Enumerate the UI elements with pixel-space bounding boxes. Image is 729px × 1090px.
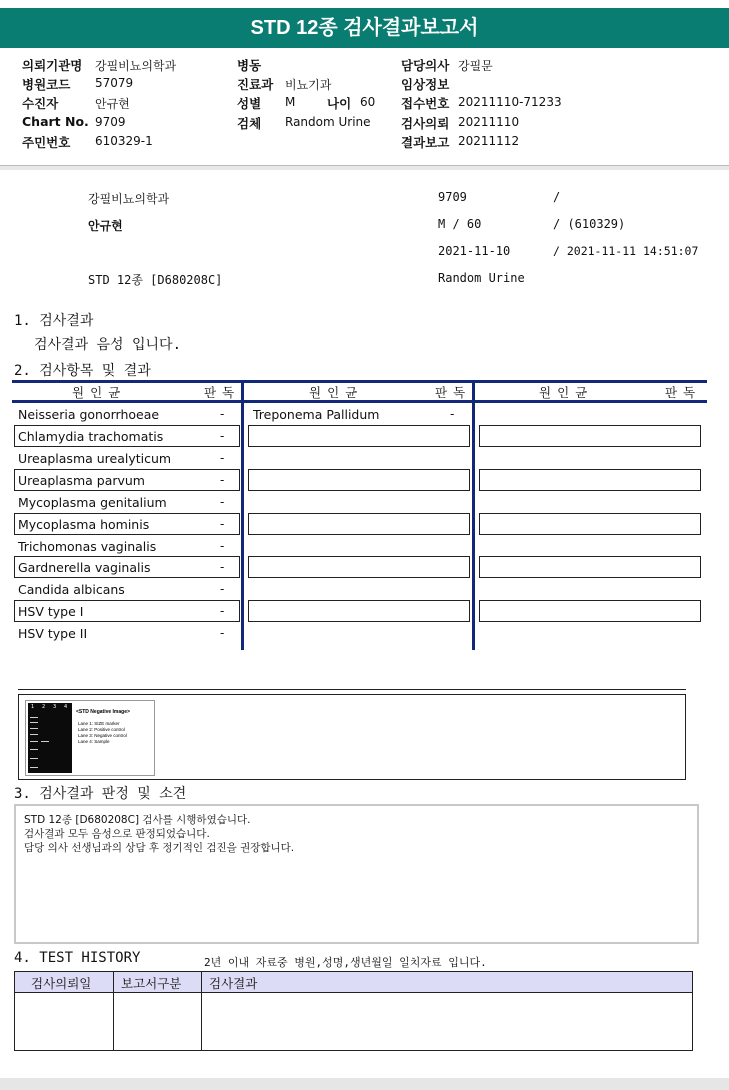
age-label: 나이 (327, 96, 352, 111)
history-table (14, 971, 693, 1051)
pathogen-name: Candida albicans (18, 582, 125, 597)
pathogen-result: - (220, 582, 225, 596)
chart-label: Chart No. (22, 114, 89, 129)
comment-box (14, 804, 699, 944)
divider (0, 166, 729, 170)
pathogen-name: Neisseria gonorrhoeae (18, 407, 160, 422)
dept-value: 비뇨기과 (285, 78, 332, 92)
pathogen-result: - (220, 451, 225, 465)
summary-chart: 9709 (438, 190, 467, 204)
gel-caption: Lane 1: SIZE marker (78, 721, 120, 726)
empty-row-frame (479, 469, 701, 491)
header-info (0, 48, 729, 166)
empty-row-frame (479, 556, 701, 578)
institution-value: 강필비뇨의학과 (95, 59, 177, 73)
pathogen-result: - (220, 604, 225, 618)
lane-number: 1 (31, 704, 35, 710)
pathogen-name: Ureaplasma parvum (18, 473, 145, 488)
pathogen-name: HSV type II (18, 626, 88, 641)
empty-row-frame (479, 425, 701, 447)
specimen-value: Random Urine (285, 115, 371, 129)
patient-value: 안규현 (95, 97, 130, 111)
patient-label: 수진자 (22, 96, 59, 111)
pathogen-result: - (220, 407, 225, 421)
comment-line: 검사결과 모두 음성으로 판정되었습니다. (24, 828, 210, 840)
doctor-label: 담당의사 (401, 58, 450, 73)
section4-title: 4. TEST HISTORY (14, 950, 141, 966)
report-title: STD 12종 검사결과보고서 (0, 8, 729, 48)
pathogen-result: - (220, 473, 225, 487)
hospital-code-label: 병원코드 (22, 77, 71, 92)
gel-band (30, 734, 38, 735)
col-header-judgement: 판독 (204, 385, 241, 400)
section1-text: 검사결과 음성 입니다. (34, 337, 182, 353)
gel-band (30, 741, 38, 742)
lane-number: 2 (42, 704, 46, 710)
chart-value: 9709 (95, 115, 126, 129)
gel-band (30, 722, 38, 723)
gel-caption: Lane 4: Sample (78, 739, 110, 744)
pathogen-result: - (220, 495, 225, 509)
gel-image-box (18, 694, 686, 780)
gel-band (41, 741, 49, 742)
receipt-value: 20211110-71233 (458, 95, 562, 109)
summary-specimen: Random Urine (438, 271, 525, 285)
summary-report-datetime: / 2021-11-11 14:51:07 (553, 244, 699, 258)
results-table (12, 380, 707, 652)
section2-title: 2. 검사항목 및 결과 (14, 363, 151, 379)
pathogen-result: - (450, 407, 455, 421)
col-header-pathogen: 원인균 (309, 385, 364, 400)
gel-caption: Lane 2: Positive control (78, 727, 125, 732)
col-header-request-date: 검사의뢰일 (31, 976, 92, 991)
summary-clinic: 강필비뇨의학과 (88, 192, 170, 206)
report-value: 20211112 (458, 134, 520, 148)
section4-note: 2년 이내 자료중 병원,성명,생년월일 일치자료 입니다. (204, 956, 487, 969)
pathogen-name: Mycoplasma hominis (18, 517, 150, 532)
col-header-report-type: 보고서구분 (121, 976, 182, 991)
gel-title: <STD Negative Image> (76, 709, 130, 715)
hospital-code-value: 57079 (95, 76, 134, 90)
sex-label: 성별 (237, 96, 262, 111)
resident-value: 610329-1 (95, 134, 153, 148)
age-value: 60 (360, 95, 376, 109)
col-header-judgement: 판독 (665, 385, 702, 400)
gel-band (30, 749, 38, 750)
history-header (15, 972, 692, 993)
gel-photo (28, 703, 72, 773)
empty-row-frame (479, 513, 701, 535)
pathogen-name: Chlamydia trachomatis (18, 429, 164, 444)
gel-band (30, 728, 38, 729)
summary-request-date: 2021-11-10 (438, 244, 511, 258)
pathogen-name: Mycoplasma genitalium (18, 495, 167, 510)
col-header-result: 검사결과 (209, 976, 258, 991)
summary-slash: / (553, 190, 561, 204)
request-value: 20211110 (458, 115, 520, 129)
column-divider (472, 380, 475, 650)
pathogen-result: - (220, 539, 225, 553)
pathogen-result: - (220, 626, 225, 640)
pathogen-name: Trichomonas vaginalis (18, 539, 157, 554)
receipt-label: 접수번호 (401, 96, 450, 111)
page-footer (0, 1078, 729, 1090)
request-label: 검사의뢰 (401, 116, 450, 131)
sex-value: M (285, 95, 296, 109)
empty-row-frame (248, 425, 470, 447)
specimen-label: 검체 (237, 116, 262, 131)
comment-line: 담당 의사 선생님과의 상담 후 정기적인 검진을 권장합니다. (24, 842, 295, 854)
gel-caption: Lane 3: Negative control (78, 733, 127, 738)
lane-number: 4 (64, 704, 68, 710)
pathogen-name: HSV type I (18, 604, 84, 619)
dept-label: 진료과 (237, 77, 274, 92)
section3-title: 3. 검사결과 판정 및 소견 (14, 786, 187, 802)
empty-row-frame (248, 469, 470, 491)
empty-row-frame (248, 513, 470, 535)
pathogen-name: Gardnerella vaginalis (18, 560, 151, 575)
gel-band (30, 767, 38, 768)
empty-row-frame (479, 600, 701, 622)
col-header-pathogen: 원인균 (72, 385, 127, 400)
gel-band (30, 717, 38, 718)
ward-label: 병동 (237, 58, 262, 73)
column-divider (201, 972, 202, 1050)
summary-birth: / (610329) (553, 217, 626, 231)
lane-number: 3 (53, 704, 57, 710)
comment-line: STD 12종 [D680208C] 검사를 시행하였습니다. (24, 814, 251, 826)
summary-test-name: STD 12종 [D680208C] (88, 273, 223, 287)
resident-label: 주민번호 (22, 135, 71, 150)
column-divider (113, 972, 114, 1050)
report-label: 결과보고 (401, 135, 450, 150)
summary-sex-age: M / 60 (438, 217, 482, 231)
column-divider (241, 380, 244, 650)
institution-label: 의뢰기관명 (22, 58, 83, 73)
pathogen-name: Treponema Pallidum (253, 407, 380, 422)
summary-patient: 안규현 (88, 219, 123, 233)
pathogen-result: - (220, 517, 225, 531)
empty-row-frame (248, 600, 470, 622)
divider (18, 689, 686, 690)
doctor-value: 강필문 (458, 59, 493, 73)
clinical-label: 임상정보 (401, 77, 450, 92)
pathogen-name: Ureaplasma urealyticum (18, 451, 172, 466)
col-header-judgement: 판독 (435, 385, 472, 400)
pathogen-result: - (220, 429, 225, 443)
pathogen-result: - (220, 560, 225, 574)
section1-title: 1. 검사결과 (14, 313, 94, 329)
empty-row-frame (248, 556, 470, 578)
gel-band (30, 758, 38, 759)
gel-image (25, 700, 155, 776)
col-header-pathogen: 원인균 (539, 385, 594, 400)
